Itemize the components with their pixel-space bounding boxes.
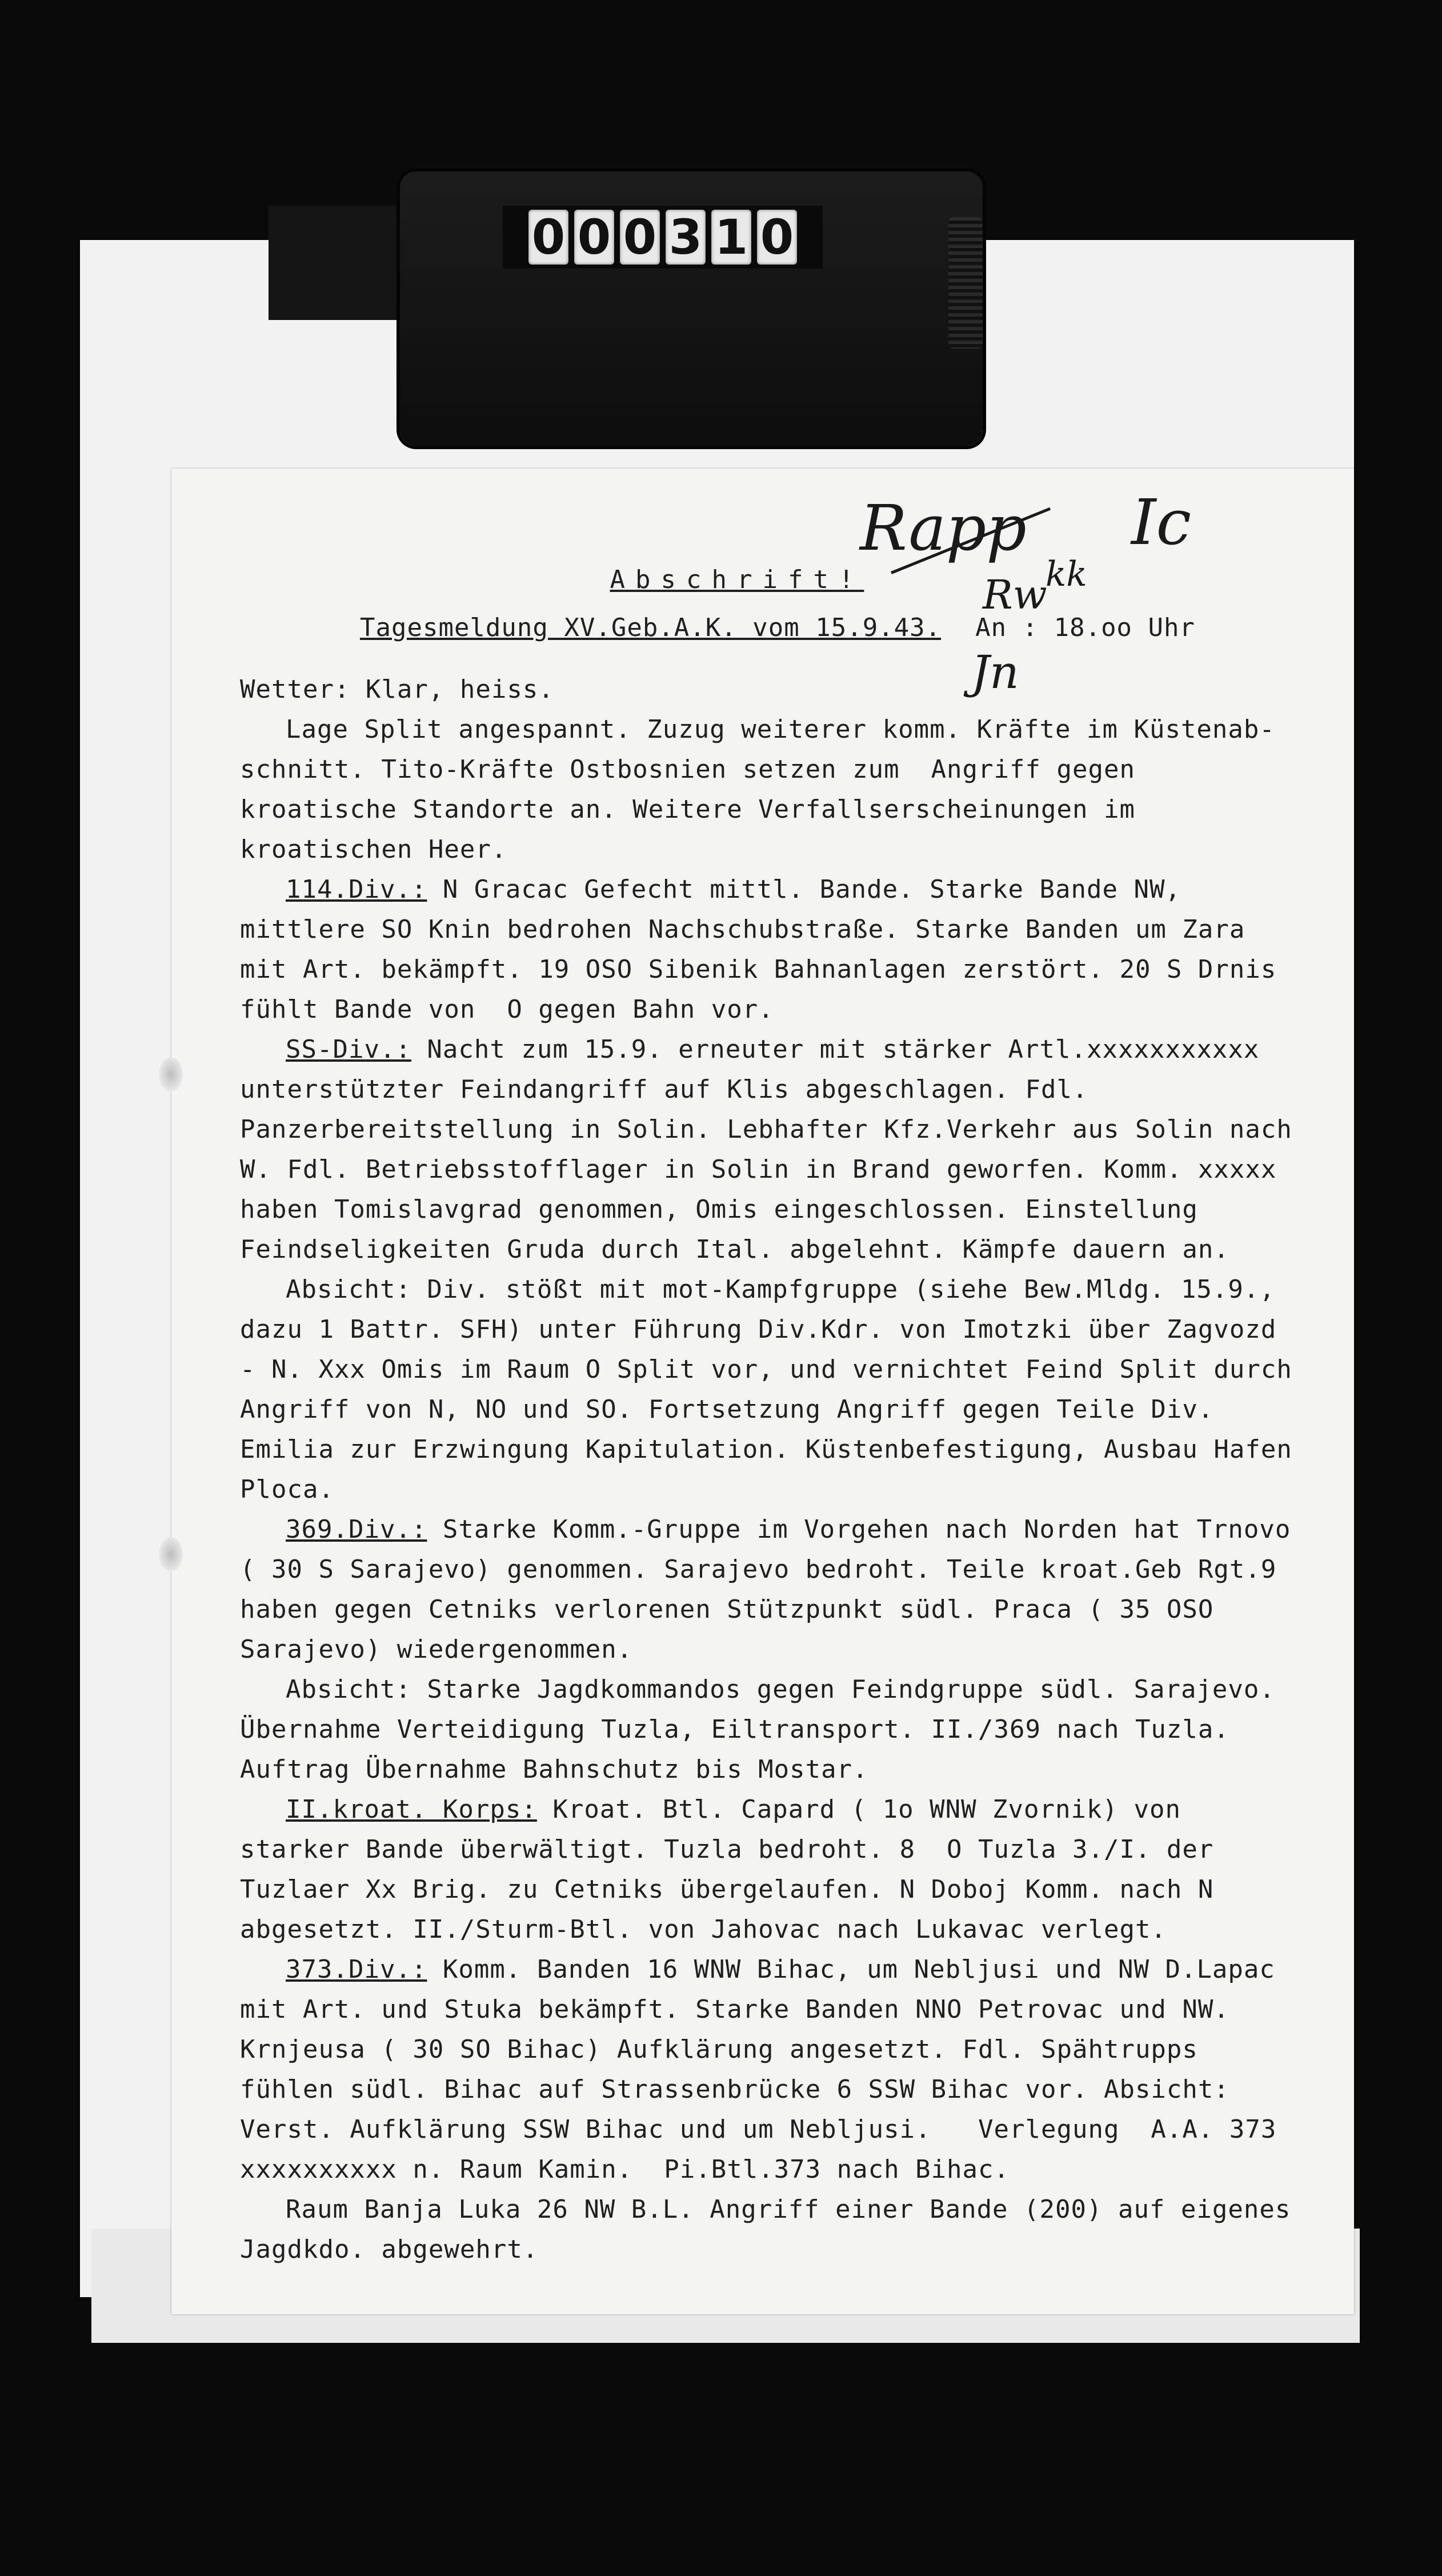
paragraph-text: Kroat. Btl. Capard ( 1o WNW Zvornik) von starker Bande überwältigt. Tuzla bedroht. 8 O Tuzla 3./I. der Tuzlaer Xx Brig. zu Cetniks übergelaufen. N Doboj Komm. nach N abgesetzt. II./Sturm-Btl. von Jahovac nach Lukavac verlegt. [240, 1795, 1229, 1944]
unit-label: II.kroat. Korps: [286, 1795, 537, 1824]
paragraph-369-div-intent [240, 1670, 1303, 1790]
paragraph-text: Absicht: Div. stößt mit mot-Kampfgruppe (siehe Bew.Mldg. 15.9., dazu 1 Battr. SFH) unter Führung Div.Kdr. von Imotzki über Zagvozd - N. Xxx Omis im Raum O Split vor, und vernichtet Feind Split durch Angriff von N, NO und SO. Fortsetzung Angriff gegen Teile Div. Emilia zur Erzwingung Kapitulation. Küstenbefestigung, Ausbau Hafen Ploca. [240, 1275, 1308, 1504]
paragraph-369-div [240, 1510, 1307, 1670]
counter-digit: 0 [574, 210, 614, 265]
unit-label: 114.Div.: [286, 875, 427, 904]
handwritten-signature: Jn [971, 646, 1019, 699]
document-body [240, 560, 1308, 2270]
report-time: An : 18.oo Uhr [975, 613, 1196, 642]
counter-digit: 0 [528, 210, 568, 265]
counter-digit: 3 [666, 210, 706, 265]
paragraph-text: Starke Komm.-Gruppe im Vorgehen nach Norden hat Trnovo ( 30 S Sarajevo) genommen. Sarajevo bedroht. Teile kroat.Geb Rgt.9 haben gegen Cetniks verlorenen Stützpunkt südl. Praca ( 35 OSO Sarajevo) wiedergenommen. [240, 1515, 1307, 1664]
paragraph-ss-div [240, 1030, 1308, 1270]
unit-label: 373.Div.: [286, 1955, 427, 1984]
counter-digit: 0 [620, 210, 660, 265]
document-title: Abschrift! [610, 565, 864, 594]
paragraph-text: Raum Banja Luka 26 NW B.L. Angriff einer Bande (200) auf eigenes Jagdkdo. abgewehrt. [240, 2195, 1307, 2264]
paragraph-banja-luka [240, 2190, 1307, 2270]
paragraph-ss-div-intent [240, 1270, 1308, 1510]
counter-knob [948, 217, 983, 349]
paragraph-text: Wetter: Klar, heiss. [240, 675, 554, 704]
unit-label: SS-Div.: [286, 1035, 411, 1064]
paragraph-text: Komm. Banden 16 WNW Bihac, um Nebljusi und NW D.Lapac mit Art. und Stuka bekämpft. Starke Banden NNO Petrovac und NW. Krnjeusa ( 30 SO Bihac) Aufklärung angesetzt. Fdl. Spähtrupps fühlen südl. Bihac auf Strassenbrücke 6 SSW Bihac vor. Absicht: Verst. Aufklärung SSW Bihac und um Nebljusi. Verlegung A.A. 373 xxxxxxxxxx n. Raum Kamin. Pi.Btl.373 nach Bihac. [240, 1955, 1292, 2184]
paragraph-text: Nacht zum 15.9. erneuter mit stärker Artl.xxxxxxxxxxx unterstützter Feindangriff auf Klis abgeschlagen. Fdl. Panzerbereitstellung in Solin. Lebhafter Kfz.Verkehr aus Solin nach W. Fdl. Betriebsstofflager in Solin in Brand geworfen. Komm. xxxxx haben Tomislavgrad genommen, Omis eingeschlossen. Einstellung Feindseligkeiten Gruda durch Ital. abgelehnt. Kämpfe dauern an. [240, 1035, 1308, 1264]
paragraph-situation [240, 710, 1303, 870]
paragraph-text: Lage Split angespannt. Zuzug weiterer komm. Kräfte im Küstenab-schnitt. Tito-Kräfte Ostbosnien setzen zum Angriff gegen kroatische Standorte an. Weitere Verfallserscheinungen im kroatischen Heer. [240, 715, 1275, 864]
frame-counter-digits [503, 206, 823, 269]
paragraph-373-div [240, 1950, 1303, 2190]
punch-hole [159, 1537, 183, 1571]
document-subtitle [360, 608, 1303, 648]
handwritten-note: Rapp [860, 491, 1027, 565]
report-reference: Tagesmeldung XV.Geb.A.K. vom 15.9.43. [360, 613, 942, 642]
paragraph-114-div [240, 870, 1303, 1030]
paragraph-text: Absicht: Starke Jagdkommandos gegen Feindgruppe südl. Sarajevo. Übernahme Verteidigung Tuzla, Eiltransport. II./369 nach Tuzla. Auftrag Übernahme Bahnschutz bis Mostar. [240, 1675, 1291, 1784]
handwritten-initials: kk [1046, 554, 1087, 594]
paragraph-weather [240, 670, 1303, 710]
punch-hole [159, 1057, 183, 1091]
paragraph-text: N Gracac Gefecht mittl. Bande. Starke Bande NW, mittlere SO Knin bedrohen Nachschubstraße. Starke Banden um Zara mit Art. bekämpft. 19 OSO Sibenik Bahnanlagen zerstört. 20 S Drnis fühlt Bande von O gegen Bahn vor. [240, 875, 1292, 1024]
handwritten-note: Rw [983, 571, 1047, 618]
paragraph-ii-kroat-korps [240, 1790, 1303, 1950]
handwritten-code: Ic [1131, 486, 1192, 559]
unit-label: 369.Div.: [286, 1515, 427, 1544]
counter-digit: 1 [711, 210, 751, 265]
counter-digit: 0 [757, 210, 797, 265]
